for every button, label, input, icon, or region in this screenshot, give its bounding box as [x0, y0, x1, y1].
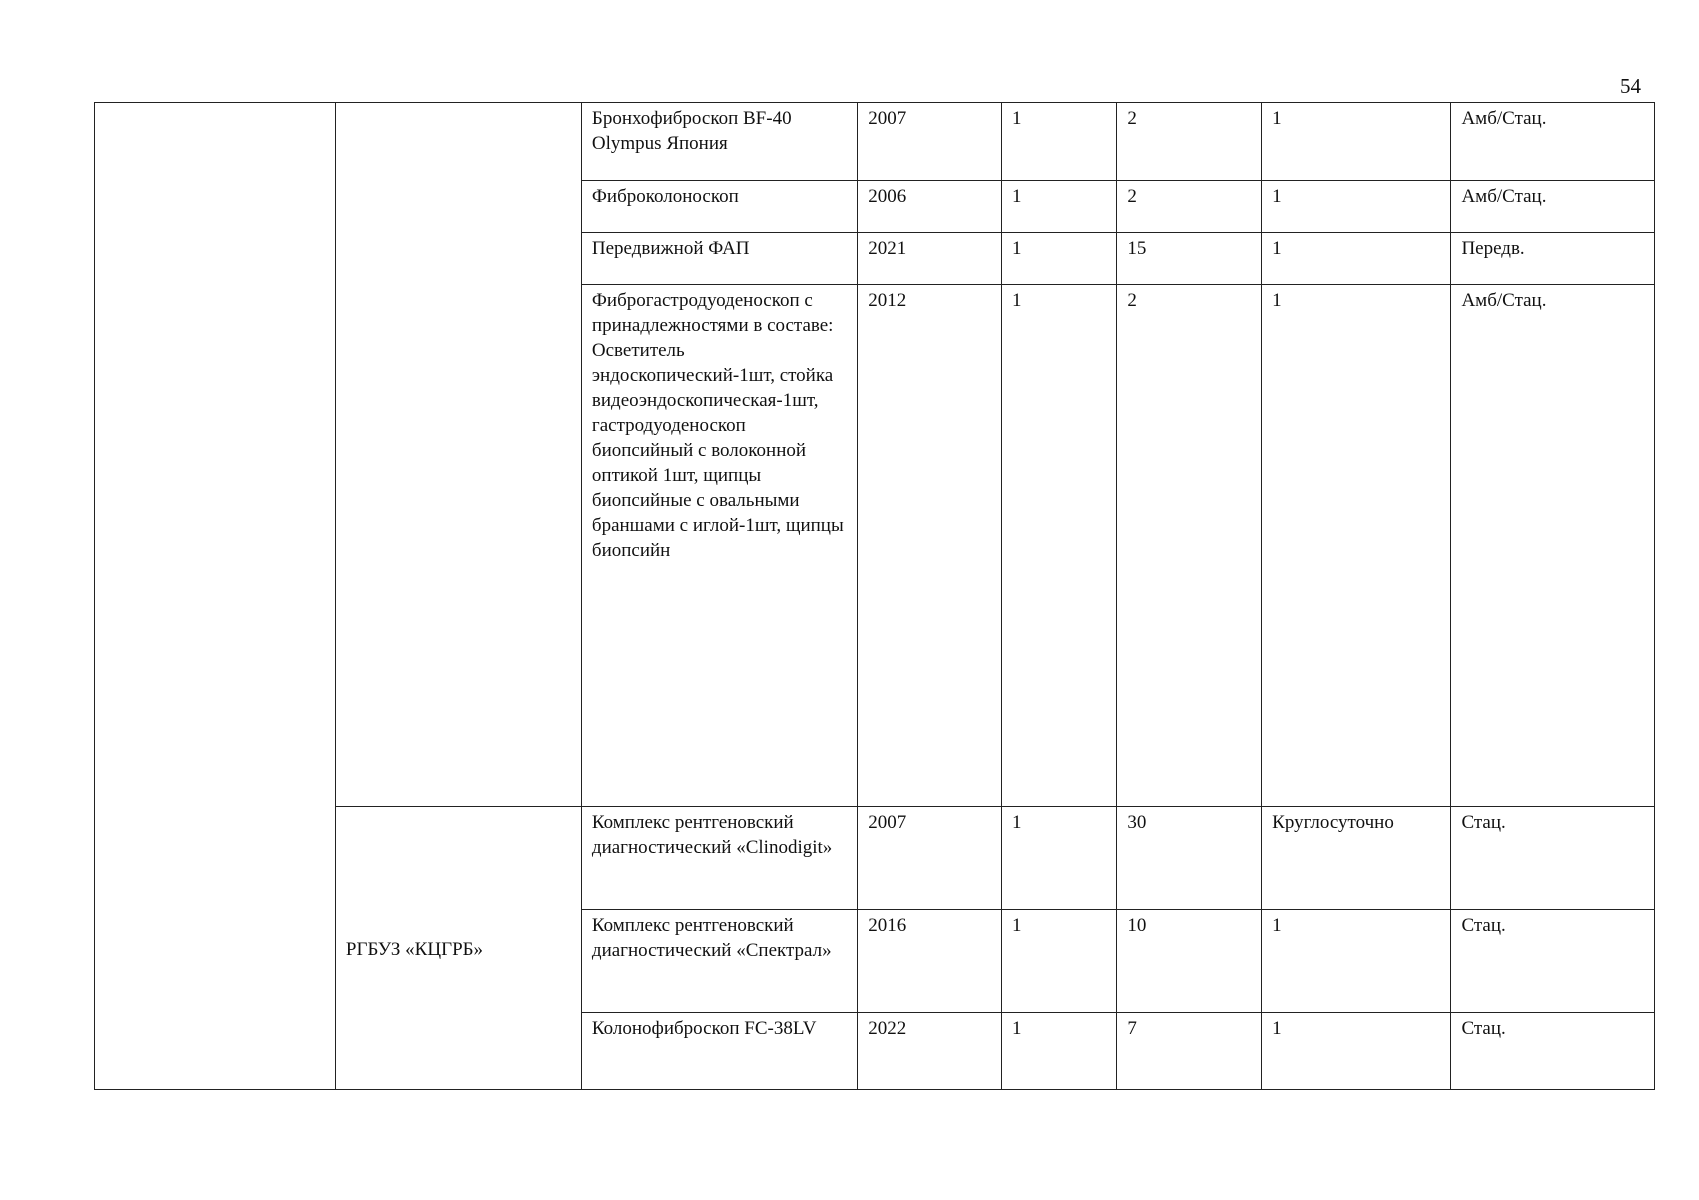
shift-cell: 1: [1262, 233, 1451, 285]
wear-cell: 2: [1117, 103, 1262, 181]
shift-cell: 1: [1262, 1013, 1451, 1090]
quantity-cell: 1: [1002, 285, 1117, 807]
mode-cell: Амб/Стац.: [1451, 181, 1655, 233]
quantity-cell: 1: [1002, 181, 1117, 233]
mode-cell: Амб/Стац.: [1451, 103, 1655, 181]
wear-cell: 30: [1117, 807, 1262, 910]
quantity-cell: 1: [1002, 910, 1117, 1013]
wear-cell: 2: [1117, 181, 1262, 233]
equipment-name-cell: Комплекс рентгеновский диагностический «Спектрал»: [581, 910, 857, 1013]
equipment-name-cell: Колонофиброскоп FC-38LV: [581, 1013, 857, 1090]
shift-cell: Круглосуточно: [1262, 807, 1451, 910]
year-cell: 2006: [858, 181, 1002, 233]
quantity-cell: 1: [1002, 103, 1117, 181]
equipment-table: [94, 102, 1655, 1090]
year-cell: 2022: [858, 1013, 1002, 1090]
year-cell: 2016: [858, 910, 1002, 1013]
organization-cell: [335, 103, 581, 807]
quantity-cell: 1: [1002, 1013, 1117, 1090]
shift-cell: 1: [1262, 181, 1451, 233]
shift-cell: 1: [1262, 910, 1451, 1013]
year-cell: 2021: [858, 233, 1002, 285]
equipment-name-cell: Передвижной ФАП: [581, 233, 857, 285]
year-cell: 2007: [858, 807, 1002, 910]
table-row: [95, 103, 1655, 181]
organization-cell: РГБУЗ «КЦГРБ»: [335, 807, 581, 1090]
shift-cell: 1: [1262, 103, 1451, 181]
mode-cell: Передв.: [1451, 233, 1655, 285]
equipment-name-cell: Комплекс рентгеновский диагностический «Clinodigit»: [581, 807, 857, 910]
year-cell: 2007: [858, 103, 1002, 181]
page-number: 54: [1620, 74, 1641, 98]
year-cell: 2012: [858, 285, 1002, 807]
wear-cell: 2: [1117, 285, 1262, 807]
quantity-cell: 1: [1002, 807, 1117, 910]
mode-cell: Стац.: [1451, 807, 1655, 910]
equipment-name-cell: Фиброгастродуоденоскоп с принадлежностями в составе: Осветитель эндоскопический-1шт, стойка видеоэндоскопическая-1шт, гастродуоденоскоп биопсийный с волоконной оптикой 1шт, щипцы биопсийные с овальными браншами с иглой-1шт, щипцы биопсийн: [581, 285, 857, 807]
equipment-name-cell: Фиброколоноскоп: [581, 181, 857, 233]
wear-cell: 7: [1117, 1013, 1262, 1090]
mode-cell: Стац.: [1451, 1013, 1655, 1090]
wear-cell: 15: [1117, 233, 1262, 285]
shift-cell: 1: [1262, 285, 1451, 807]
mode-cell: Стац.: [1451, 910, 1655, 1013]
region-cell: [95, 103, 336, 1090]
equipment-name-cell: Бронхофиброскоп BF-40 Olympus Япония: [581, 103, 857, 181]
quantity-cell: 1: [1002, 233, 1117, 285]
mode-cell: Амб/Стац.: [1451, 285, 1655, 807]
wear-cell: 10: [1117, 910, 1262, 1013]
